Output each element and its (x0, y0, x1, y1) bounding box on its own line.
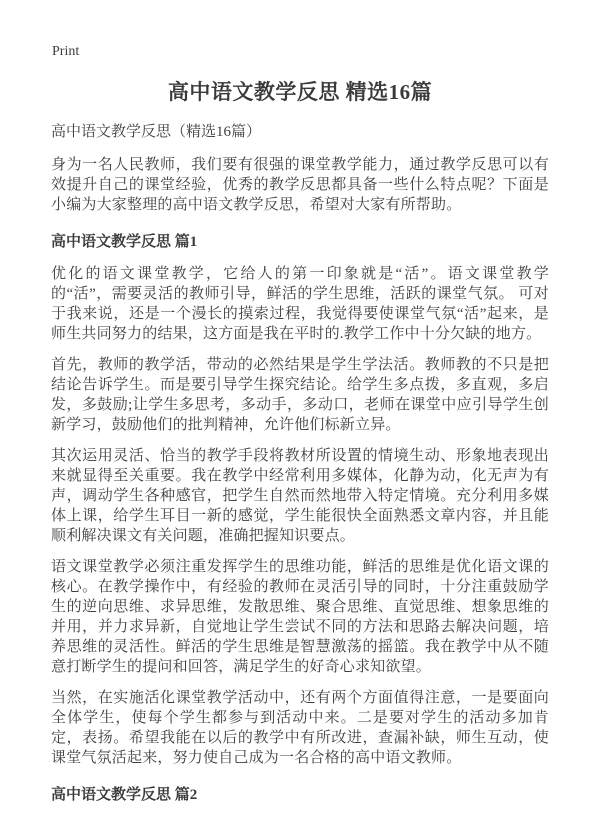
section-heading-1: 高中语文教学反思 篇1 (51, 234, 198, 250)
intro-paragraph: 身为一名人民教师，我们要有很强的课堂教学能力，通过教学反思可以有效提升自己的课堂经验，优秀的教学反思都具备一些什么特点呢？下面是小编为大家整理的高中语文教学反思，希望对大家有所帮助。 (51, 157, 549, 213)
document-subtitle: 高中语文教学反思（精选16篇） (51, 124, 262, 140)
print-button[interactable]: Print (52, 44, 80, 59)
page-title: 高中语文教学反思 精选16篇 (167, 80, 433, 104)
body-paragraph: 当然，在实施活化课堂教学活动中，还有两个方面值得注意，一是要面向全体学生，使每个学生都参与到活动中来。二是要对学生的活动多加肯定，表扬。希望我能在以后的教学中有所改进，查漏补缺，师生互动，使课堂气氛活起来，努力使自己成为一名合格的高中语文教师。 (51, 690, 549, 766)
body-paragraph: 其次运用灵活、恰当的教学手段将教材所设置的情境生动、形象地表现出来就显得至关重要。我在教学中经常利用多媒体，化静为动，化无声为有声，调动学生各种感官，把学生自然而然地带入特定情境。充分利用多媒体上课，给学生耳目一新的感觉，学生能很快全面熟悉文章内容，并且能顺利解决课文有关问题，准确把握知识要点。 (51, 448, 549, 544)
section-heading-2: 高中语文教学反思 篇2 (51, 787, 198, 803)
body-paragraph: 语文课堂教学必须注重发挥学生的思维功能，鲜活的思维是优化语文课的核心。在教学操作中，有经验的教师在灵活引导的同时，十分注重鼓励学生的逆向思维、求异思维，发散思维、聚合思维、直觉思维、想象思维的并用，并力求异新，自觉地让学生尝试不同的方法和思路去解决问题，培养思维的灵活性。鲜活的学生思维是智慧激荡的摇篮。我在教学中从不随意打断学生的提问和回答，满足学生的好奇心求知欲望。 (51, 559, 549, 675)
body-paragraph: 优化的语文课堂教学，它给人的第一印象就是“活”。语文课堂教学的“活”，需要灵活的教师引导，鲜活的学生思维，活跃的课堂气氛。 可对于我来说，还是一个漫长的摸索过程，我觉得要使课堂气氛“活”起来，是师生共同努力的结果，这方面是我在平时的.教学工作中十分欠缺的地方。 (51, 266, 549, 342)
body-paragraph: 首先，教师的教学活，带动的必然结果是学生学法活。教师教的不只是把结论告诉学生。而是要引导学生探究结论。给学生多点拨，多直观，多启发，多鼓励;让学生多思考，多动手，多动口，老师在课堂中应引导学生创新学习，鼓励他们的批判精神，允许他们标新立异。 (51, 357, 549, 433)
